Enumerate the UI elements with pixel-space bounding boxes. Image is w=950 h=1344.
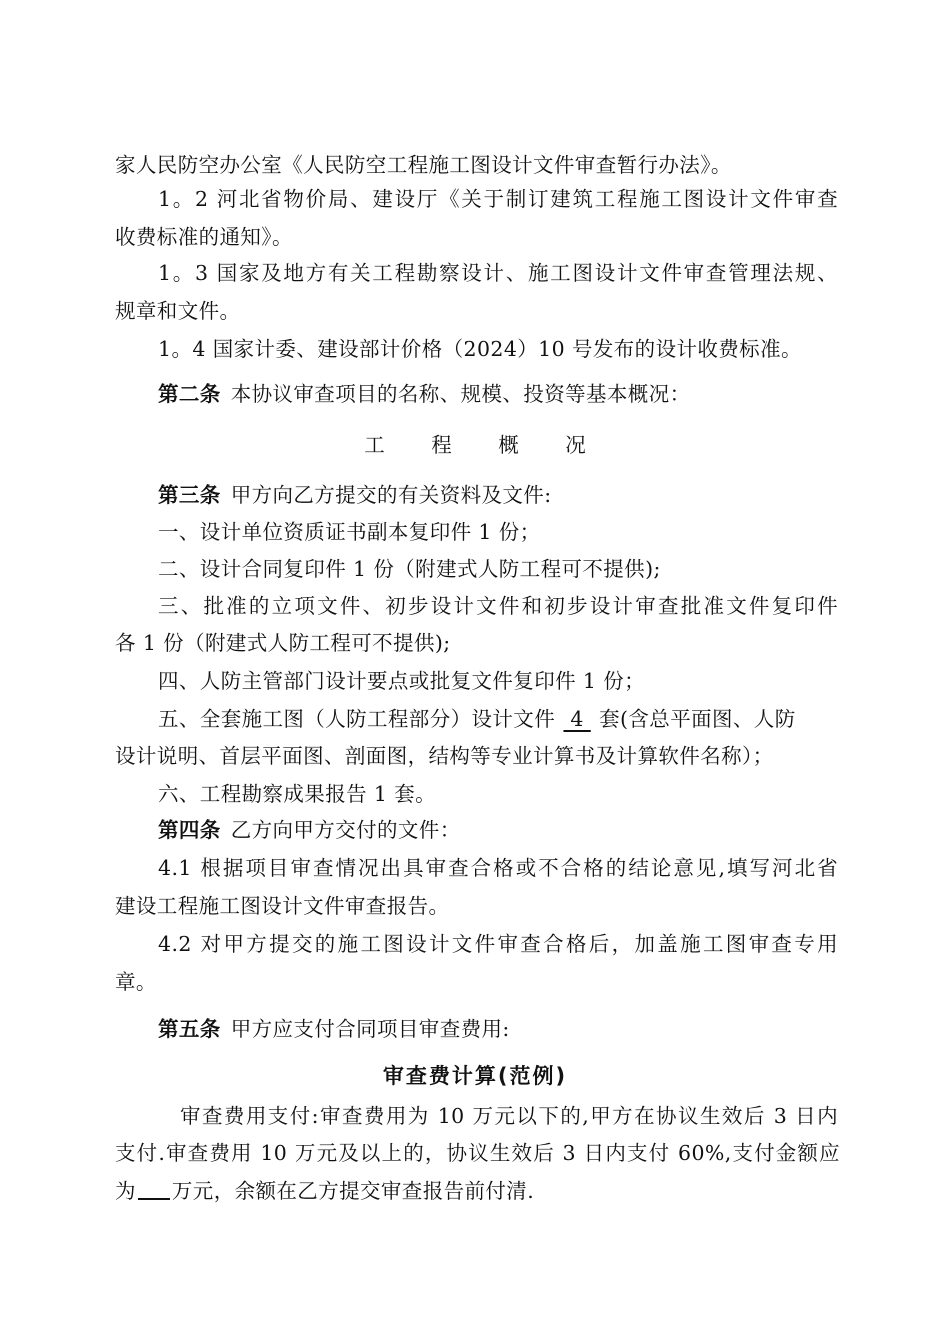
list-item-3-line xyxy=(158,591,838,621)
project-overview-title xyxy=(0,430,950,460)
article-4 xyxy=(158,815,883,845)
set-count-value: 4 xyxy=(563,707,591,731)
article-3-text: 甲方向乙方提交的有关资料及文件: xyxy=(230,483,552,507)
payment-text-3-pre: 为 xyxy=(115,1179,136,1203)
list-item-5-text-pre: 五、全套施工图（人防工程部分）设计文件 xyxy=(158,707,556,731)
list-item-6: 六、工程勘察成果报告 1 套。 xyxy=(158,782,437,806)
clause-1-3-line xyxy=(158,258,838,288)
article-3 xyxy=(158,480,883,510)
article-4-heading: 第四条 xyxy=(158,818,221,842)
clause-4-2-cont: 章。 xyxy=(115,970,157,994)
list-item-5-cont: 设计说明、首层平面图、剖面图，结构等专业计算书及计算软件名称）； xyxy=(115,744,774,768)
list-item-2: 二、设计合同复印件 1 份（附建式人防工程可不提供); xyxy=(158,557,661,581)
clause-1-2-text: 1。2 河北省物价局、建设厅《关于制订建筑工程施工图设计文件审查 xyxy=(158,187,838,211)
clause-1-2-cont: 收费标准的通知》。 xyxy=(115,225,293,249)
paragraph-line: 家人民防空办公室《人民防空工程施工图设计文件审查暂行办法》。 xyxy=(115,153,732,177)
payment-text-3-post: 万元，余额在乙方提交审查报告前付清. xyxy=(171,1179,535,1203)
article-5 xyxy=(158,1014,883,1044)
article-4-text: 乙方向甲方交付的文件： xyxy=(230,818,461,842)
fee-calculation-title: 审查费计算(范例) xyxy=(382,1064,568,1088)
list-item-5-text-post: 套(含总平面图、人防 xyxy=(599,707,796,731)
article-5-text: 甲方应支付合同项目审查费用: xyxy=(230,1017,510,1041)
amount-blank xyxy=(138,1176,170,1200)
project-overview-text: 工 程 概 况 xyxy=(364,433,606,457)
list-item-4: 四、人防主管部门设计要点或批复文件复印件 1 份； xyxy=(158,669,646,693)
clause-1-4: 1。4 国家计委、建设部计价格（2024）10 号发布的设计收费标准。 xyxy=(158,337,802,361)
list-item-5 xyxy=(158,704,883,734)
clause-4-2-text: 4.2 对甲方提交的施工图设计文件审查合格后，加盖施工图审查专用 xyxy=(158,932,838,956)
list-item-3-cont: 各 1 份（附建式人防工程可不提供); xyxy=(115,631,451,655)
list-item-3-text: 三、批准的立项文件、初步设计文件和初步设计审查批准文件复印件 xyxy=(158,594,838,618)
clause-4-1-text: 4.1 根据项目审查情况出具审查合格或不合格的结论意见,填写河北省 xyxy=(158,856,838,880)
payment-text-1: 审查费用支付:审查费用为 10 万元以下的,甲方在协议生效后 3 日内 xyxy=(180,1104,838,1128)
article-5-heading: 第五条 xyxy=(158,1017,221,1041)
clause-1-3-text: 1。3 国家及地方有关工程勘察设计、施工图设计文件审查管理法规、 xyxy=(158,261,838,285)
clause-4-1-line xyxy=(158,853,838,883)
clause-4-1-cont: 建设工程施工图设计文件审查报告。 xyxy=(115,894,450,918)
clause-1-3-cont: 规章和文件。 xyxy=(115,299,241,323)
payment-line-1 xyxy=(180,1101,838,1131)
payment-line-2 xyxy=(115,1138,840,1168)
clause-1-2-line xyxy=(158,184,838,214)
article-2-text: 本协议审查项目的名称、规模、投资等基本概况： xyxy=(230,382,691,406)
payment-text-2: 支付.审查费用 10 万元及以上的，协议生效后 3 日内支付 60%,支付金额应 xyxy=(115,1141,840,1165)
list-item-1: 一、设计单位资质证书副本复印件 1 份； xyxy=(158,520,541,544)
article-2 xyxy=(158,379,883,409)
article-2-heading: 第二条 xyxy=(158,382,221,406)
payment-line-3 xyxy=(115,1176,840,1206)
clause-4-2-line xyxy=(158,929,838,959)
article-3-heading: 第三条 xyxy=(158,483,221,507)
